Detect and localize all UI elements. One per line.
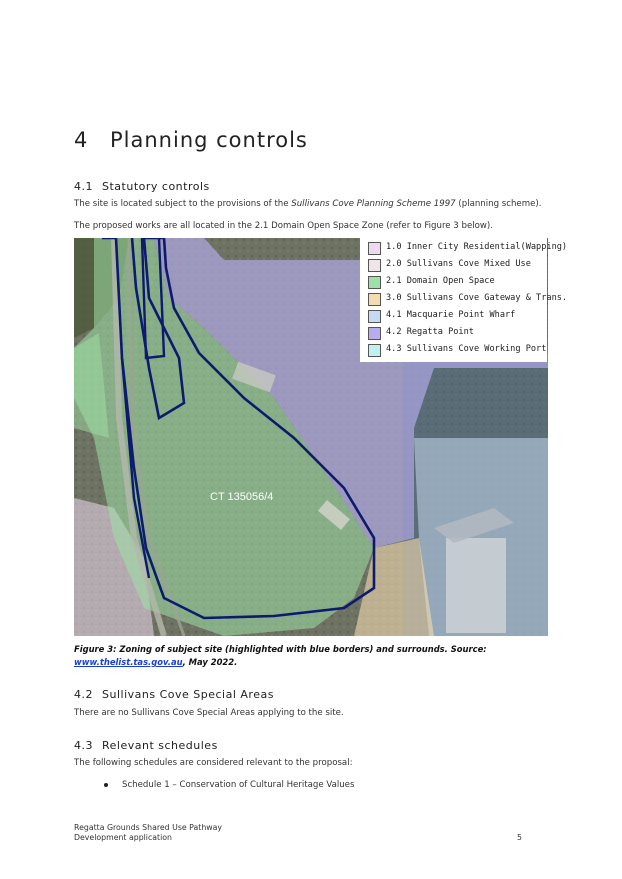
paragraph-text: (planning scheme). [455,199,542,209]
legend-label: 2.1 Domain Open Space [386,276,495,286]
subsection-title: Sullivans Cove Special Areas [102,688,274,701]
section-heading [74,128,308,152]
site-label: CT 135056/4 [210,491,274,503]
map-legend [360,238,568,362]
legend-label: 4.2 Regatta Point [386,327,474,337]
bullet-dot [104,783,108,787]
section-number: 4 [74,128,89,152]
legend-swatch [368,344,381,357]
legend-label: 1.0 Inner City Residential(Wapping) [386,242,568,252]
subsection-number: 4.3 [74,739,93,752]
paragraph-planning-scheme [74,199,541,209]
subsection-title: Statutory controls [102,180,210,193]
paragraph-special-areas: There are no Sullivans Cove Special Areas applying to the site. [74,708,344,718]
paragraph-zone: The proposed works are all located in the 2.1 Domain Open Space Zone (refer to Figure 3 below). [74,221,494,231]
legend-label: 2.0 Sullivans Cove Mixed Use [386,259,531,269]
wharf-building [446,538,506,633]
planning-scheme-name: Sullivans Cove Planning Scheme 1997 [291,199,456,209]
legend-swatch [368,242,381,255]
legend-swatch [368,293,381,306]
caption-text: Figure 3: Zoning of subject site (highlighted with blue borders) and surrounds. Source: [74,644,487,654]
subsection-number: 4.2 [74,688,93,701]
legend-swatch [368,276,381,289]
legend-label: 4.3 Sullivans Cove Working Port [386,344,547,354]
source-link[interactable]: www.thelist.tas.gov.au [74,657,183,667]
legend-swatch [368,259,381,272]
section-title: Planning controls [110,128,308,152]
footer-title: Regatta Grounds Shared Use Pathway [74,823,223,832]
subsection-title: Relevant schedules [102,739,218,752]
subsection-number: 4.1 [74,180,93,193]
caption-text: , May 2022. [182,657,238,667]
figure-caption [74,643,544,669]
legend-swatch [368,310,381,323]
footer-subtitle: Development application [74,833,172,842]
legend-label: 3.0 Sullivans Cove Gateway & Trans. [386,293,568,303]
page-number: 5 [517,833,522,842]
subsection-heading-4-2 [74,688,274,701]
subsection-heading-4-1 [74,180,210,193]
legend-swatch [368,327,381,340]
paragraph-text: The site is located subject to the provisions of the [74,199,292,209]
list-item-text: Schedule 1 – Conservation of Cultural Heritage Values [122,780,355,790]
subsection-heading-4-3 [74,739,218,752]
legend-label: 4.1 Macquarie Point Wharf [386,310,516,320]
paragraph-schedules: The following schedules are considered relevant to the proposal: [74,758,353,768]
